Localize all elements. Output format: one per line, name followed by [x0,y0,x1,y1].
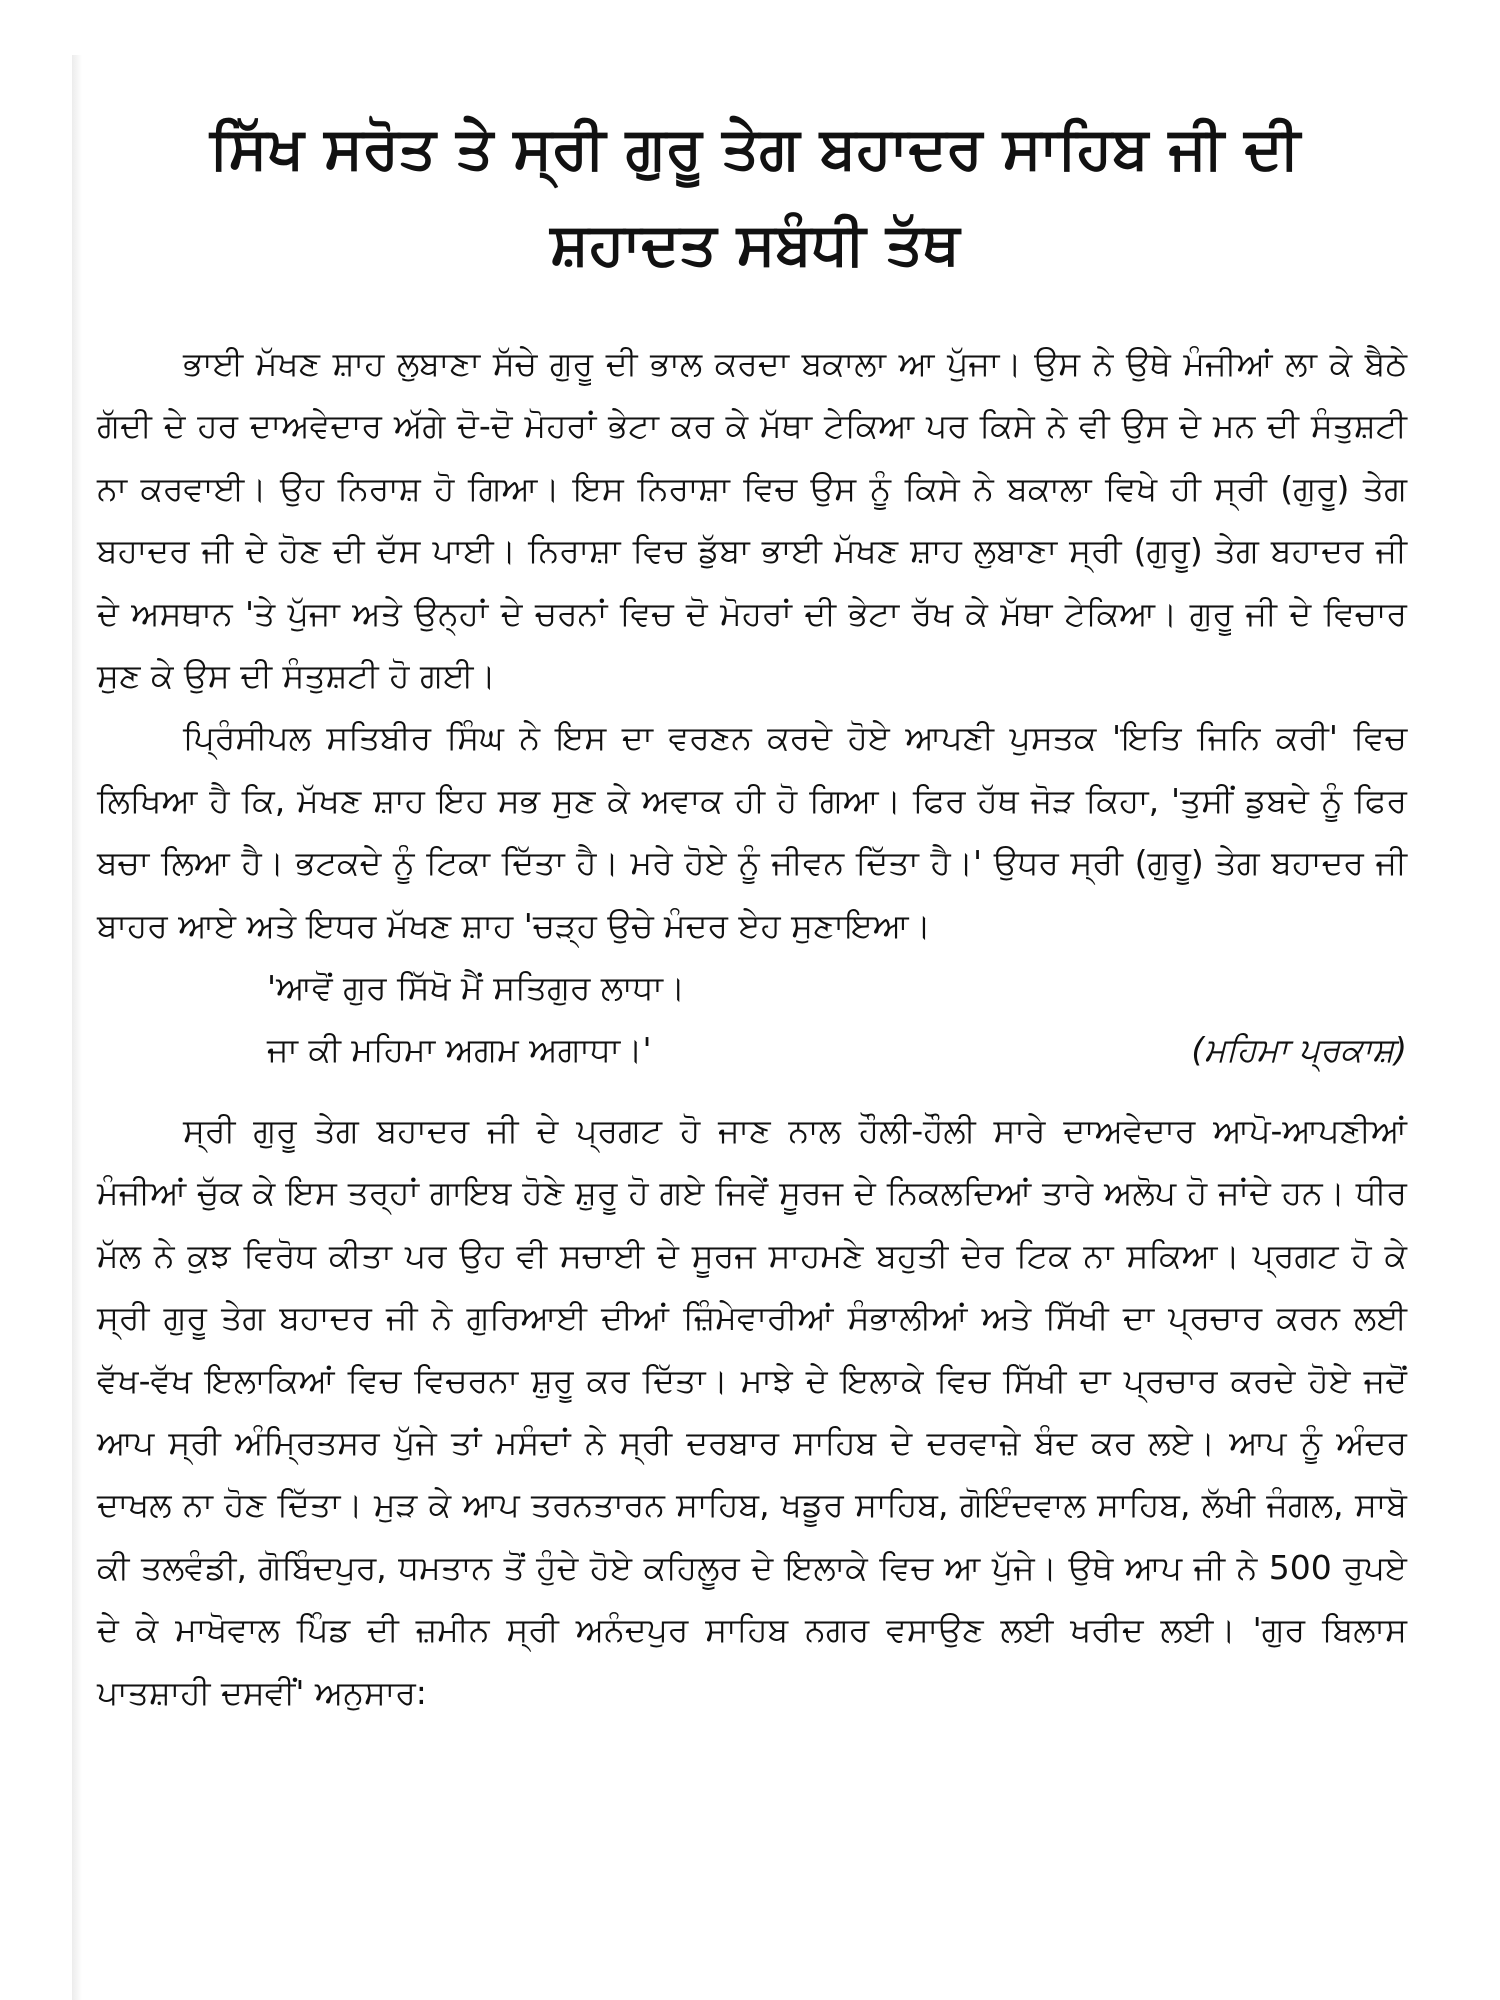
paragraph-2: ਪ੍ਰਿੰਸੀਪਲ ਸਤਿਬੀਰ ਸਿੰਘ ਨੇ ਇਸ ਦਾ ਵਰਣਨ ਕਰਦੇ ਹੋਏ ਆਪਣੀ ਪੁਸਤਕ 'ਇਤਿ ਜਿਨਿ ਕਰੀ' ਵਿਚ ਲਿਖਿਆ ਹੈ ਕਿ, ਮੱਖਣ ਸ਼ਾਹ ਇਹ ਸਭ ਸੁਣ ਕੇ ਅਵਾਕ ਹੀ ਹੋ ਗਿਆ। ਫਿਰ ਹੱਥ ਜੋੜ ਕਿਹਾ, 'ਤੁਸੀਂ ਡੁਬਦੇ ਨੂੰ ਫਿਰ ਬਚਾ ਲਿਆ ਹੈ। ਭਟਕਦੇ ਨੂੰ ਟਿਕਾ ਦਿੱਤਾ ਹੈ। ਮਰੇ ਹੋਏ ਨੂੰ ਜੀਵਨ ਦਿੱਤਾ ਹੈ।' ਉਧਰ ਸ੍ਰੀ (ਗੁਰੂ) ਤੇਗ ਬਹਾਦਰ ਜੀ ਬਾਹਰ ਆਏ ਅਤੇ ਇਧਰ ਮੱਖਣ ਸ਼ਾਹ 'ਚੜ੍ਹ ਉਚੇ ਮੰਦਰ ਏਹ ਸੁਣਾਇਆ। [97,718,1407,945]
verse-source: (ਮਹਿਮਾ ਪ੍ਰਕਾਸ਼) [1191,1030,1407,1070]
title-line-1: ਸਿੱਖ ਸਰੋਤ ਤੇ ਸ੍ਰੀ ਗੁਰੂ ਤੇਗ ਬਹਾਦਰ ਸਾਹਿਬ ਜੀ ਦੀ [209,114,1301,182]
verse-line-1: 'ਆਵੋਂ ਗੁਰ ਸਿੱਖੋ ਮੈਂ ਸਤਿਗੁਰ ਲਾਧਾ। [267,968,686,1008]
paragraph-3: ਸ੍ਰੀ ਗੁਰੂ ਤੇਗ ਬਹਾਦਰ ਜੀ ਦੇ ਪ੍ਰਗਟ ਹੋ ਜਾਣ ਨਾਲ ਹੌਲੀ-ਹੌਲੀ ਸਾਰੇ ਦਾਅਵੇਦਾਰ ਆਪੋ-ਆਪਣੀਆਂ ਮੰਜੀਆਂ ਚੁੱਕ ਕੇ ਇਸ ਤਰ੍ਹਾਂ ਗਾਇਬ ਹੋਣੇ ਸ਼ੁਰੂ ਹੋ ਗਏ ਜਿਵੇਂ ਸੂਰਜ ਦੇ ਨਿਕਲਦਿਆਂ ਤਾਰੇ ਅਲੋਪ ਹੋ ਜਾਂਦੇ ਹਨ। ਧੀਰ ਮੱਲ ਨੇ ਕੁਝ ਵਿਰੋਧ ਕੀਤਾ ਪਰ ਉਹ ਵੀ ਸਚਾਈ ਦੇ ਸੂਰਜ ਸਾਹਮਣੇ ਬਹੁਤੀ ਦੇਰ ਟਿਕ ਨਾ ਸਕਿਆ। ਪ੍ਰਗਟ ਹੋ ਕੇ ਸ੍ਰੀ ਗੁਰੂ ਤੇਗ ਬਹਾਦਰ ਜੀ ਨੇ ਗੁਰਿਆਈ ਦੀਆਂ ਜ਼ਿੰਮੇਵਾਰੀਆਂ ਸੰਭਾਲੀਆਂ ਅਤੇ ਸਿੱਖੀ ਦਾ ਪ੍ਰਚਾਰ ਕਰਨ ਲਈ ਵੱਖ-ਵੱਖ ਇਲਾਕਿਆਂ ਵਿਚ ਵਿਚਰਨਾ ਸ਼ੁਰੂ ਕਰ ਦਿੱਤਾ। ਮਾਝੇ ਦੇ ਇਲਾਕੇ ਵਿਚ ਸਿੱਖੀ ਦਾ ਪ੍ਰਚਾਰ ਕਰਦੇ ਹੋਏ ਜਦੋਂ ਆਪ ਸ੍ਰੀ ਅੰਮ੍ਰਿਤਸਰ ਪੁੱਜੇ ਤਾਂ ਮਸੰਦਾਂ ਨੇ ਸ੍ਰੀ ਦਰਬਾਰ ਸਾਹਿਬ ਦੇ ਦਰਵਾਜ਼ੇ ਬੰਦ ਕਰ ਲਏ। ਆਪ ਨੂੰ ਅੰਦਰ ਦਾਖਲ ਨਾ ਹੋਣ ਦਿੱਤਾ। ਮੁੜ ਕੇ ਆਪ ਤਰਨਤਾਰਨ ਸਾਹਿਬ, ਖਡੂਰ ਸਾਹਿਬ, ਗੋਇੰਦਵਾਲ ਸਾਹਿਬ, ਲੱਖੀ ਜੰਗਲ, ਸਾਬੋ ਕੀ ਤਲਵੰਡੀ, ਗੋਬਿੰਦਪੁਰ, ਧਮਤਾਨ ਤੋਂ ਹੁੰਦੇ ਹੋਏ ਕਹਿਲੂਰ ਦੇ ਇਲਾਕੇ ਵਿਚ ਆ ਪੁੱਜੇ। ਉਥੇ ਆਪ ਜੀ ਨੇ 500 ਰੁਪਏ ਦੇ ਕੇ ਮਾਖੋਵਾਲ ਪਿੰਡ ਦੀ ਜ਼ਮੀਨ ਸ੍ਰੀ ਅਨੰਦਪੁਰ ਸਾਹਿਬ ਨਗਰ ਵਸਾਉਣ ਲਈ ਖਰੀਦ ਲਈ। 'ਗੁਰ ਬਿਲਾਸ ਪਾਤਸ਼ਾਹੀ ਦਸਵੀਂ' ਅਨੁਸਾਰ: [97,1110,1407,1712]
paragraph-1: ਭਾਈ ਮੱਖਣ ਸ਼ਾਹ ਲੁਬਾਣਾ ਸੱਚੇ ਗੁਰੂ ਦੀ ਭਾਲ ਕਰਦਾ ਬਕਾਲਾ ਆ ਪੁੱਜਾ। ਉਸ ਨੇ ਉਥੇ ਮੰਜੀਆਂ ਲਾ ਕੇ ਬੈਠੇ ਗੱਦੀ ਦੇ ਹਰ ਦਾਅਵੇਦਾਰ ਅੱਗੇ ਦੋ-ਦੋ ਮੋਹਰਾਂ ਭੇਟਾ ਕਰ ਕੇ ਮੱਥਾ ਟੇਕਿਆ ਪਰ ਕਿਸੇ ਨੇ ਵੀ ਉਸ ਦੇ ਮਨ ਦੀ ਸੰਤੁਸ਼ਟੀ ਨਾ ਕਰਵਾਈ। ਉਹ ਨਿਰਾਸ਼ ਹੋ ਗਿਆ। ਇਸ ਨਿਰਾਸ਼ਾ ਵਿਚ ਉਸ ਨੂੰ ਕਿਸੇ ਨੇ ਬਕਾਲਾ ਵਿਖੇ ਹੀ ਸ੍ਰੀ (ਗੁਰੂ) ਤੇਗ ਬਹਾਦਰ ਜੀ ਦੇ ਹੋਣ ਦੀ ਦੱਸ ਪਾਈ। ਨਿਰਾਸ਼ਾ ਵਿਚ ਡੁੱਬਾ ਭਾਈ ਮੱਖਣ ਸ਼ਾਹ ਲੁਬਾਣਾ ਸ੍ਰੀ (ਗੁਰੂ) ਤੇਗ ਬਹਾਦਰ ਜੀ ਦੇ ਅਸਥਾਨ 'ਤੇ ਪੁੱਜਾ ਅਤੇ ਉਨ੍ਹਾਂ ਦੇ ਚਰਨਾਂ ਵਿਚ ਦੋ ਮੋਹਰਾਂ ਦੀ ਭੇਟਾ ਰੱਖ ਕੇ ਮੱਥਾ ਟੇਕਿਆ। ਗੁਰੂ ਜੀ ਦੇ ਵਿਚਾਰ ਸੁਣ ਕੇ ਉਸ ਦੀ ਸੰਤੁਸ਼ਟੀ ਹੋ ਗਈ। [97,344,1407,696]
verse-line-2: ਜਾ ਕੀ ਮਹਿਮਾ ਅਗਮ ਅਗਾਧਾ।' [267,1030,652,1070]
article-body [97,333,1407,1724]
page-edge-shadow [72,55,82,2000]
verse-quote [97,957,1407,1082]
title-line-2: ਸ਼ਹਾਦਤ ਸਬੰਧੀ ਤੱਥ [550,210,960,278]
page-title [90,100,1420,292]
paragraph-spacer [97,1082,1407,1100]
